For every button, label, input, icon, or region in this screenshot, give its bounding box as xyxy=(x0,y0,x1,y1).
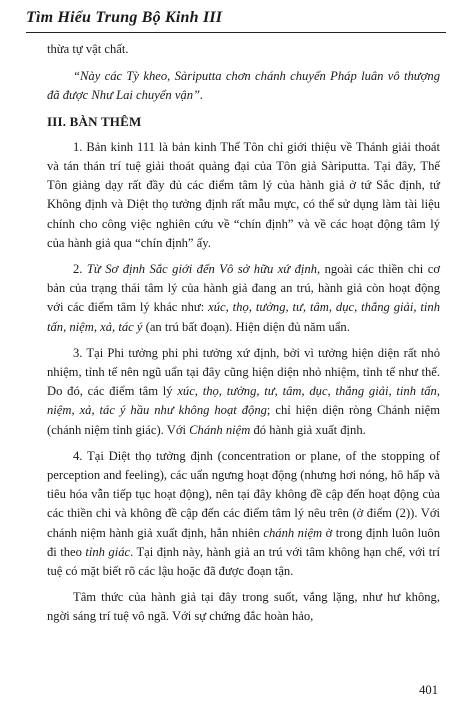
paragraph-3-text: đó hành giả xuất định. xyxy=(250,422,366,437)
paragraph-3 xyxy=(47,344,440,440)
paragraph-2-emphasis: Từ Sơ định Sắc giới đến Vô sở hữu xứ định xyxy=(86,262,318,277)
paragraph-3-emphasis: xúc, thọ, tưởng, tư, tâm, dục, thắng giải, tinh tấn, niệm, xả, tác ý hầu như không hoạt động xyxy=(47,384,441,418)
page-number: 401 xyxy=(419,683,438,697)
paragraph-3-emphasis: Chánh niệm xyxy=(189,422,251,437)
paragraph-5: Tâm thức của hành giả tại đây trong suốt, vắng lặng, như hư không, ngời sáng trí tuệ vô ngã. Với sự chứng đắc hoàn hảo, xyxy=(47,590,440,624)
paragraph-2-text: , ngoài các thiền chi cơ bản của trạng thái tâm lý của hành giả đang an trú, hành giả còn hoạt động với các điểm tâm lý khác như: xyxy=(47,262,440,315)
section-heading: III. BÀN THÊM xyxy=(47,113,142,129)
paragraph-2-text: 2. xyxy=(73,262,87,277)
paragraph-4 xyxy=(47,447,440,581)
body-line: thừa tự vật chất. xyxy=(47,42,129,56)
paragraph-2 xyxy=(47,260,440,337)
paragraph-4-emphasis: chánh niệm xyxy=(263,525,323,540)
paragraph-3-text: 3. Tại Phi tưởng phi phi tưởng xứ định, bởi vì tưởng hiện diện rất nhỏ nhiệm, tỉnh tế nên ngũ uẩn tại đây cũng hiện diện nhỏ nhiệm, tỉnh tế như thế. Do đó, các điểm tâm lý xyxy=(47,345,440,399)
paragraph-2-emphasis: xúc, thọ, tưởng, tư, tâm, dục, thắng giải, tinh tấn, niệm, xả, tác ý xyxy=(47,300,440,334)
paragraph-1: 1. Bản kinh 111 là bản kinh Thế Tôn chỉ giới thiệu về Thánh giải thoát và tán thán trí tuệ giải thoát quảng đại của Tôn giả Sàriputta. Tại đây, Thế Tôn giảng dạy rất đầy đủ các điểm tâm lý của hành giả ở tứ Sắc định, tứ Không định và Diệt thọ tưởng định rất mẫu mực, có thể sử dụng làm tài liệu chính cho công việc nghiên cứu về “chín định” và về các hoạt động tâm lý của hành giả qua “chín định” ấy. xyxy=(47,139,440,250)
running-header xyxy=(26,8,446,33)
paragraph-4-emphasis: tỉnh giác xyxy=(85,544,131,559)
paragraph-3-text: ; chỉ hiện diện ròng Chánh niệm (chánh niệm tỉnh giác). Với xyxy=(47,403,440,437)
book-title: Tìm Hiểu Trung Bộ Kinh III xyxy=(26,9,223,26)
quote-paragraph: “Này các Tỳ kheo, Sàriputta chơn chánh chuyển Pháp luân vô thượng đã được Như Lai chuyển vận”. xyxy=(47,69,440,103)
paragraph-2-text: (an trú bất đoạn). Hiện diện đủ năm uẩn. xyxy=(142,319,350,334)
paragraph-4-text: 4. Tại Diệt thọ tưởng định (concentration or plane, of the stopping of perception and feeling), các uẩn ngưng hoạt động (nhưng hơi nóng, hô hấp và tiêu hóa vẫn tiếp tục hoạt động), nên tại đây không đề cập đến hoạt động của các thiền chi và không đề cập đến các điểm tâm lý nêu trên (ở điểm (2)). Với chánh niệm hành giả xuất định, hẳn nhiên xyxy=(47,448,440,540)
paragraph-4-text: . Tại định này, hành giả an trú với tâm không hạn chế, với trí tuệ có mặt biết rõ các lậu hoặc đã được đoạn tận. xyxy=(47,544,440,579)
paragraph-4-text: ở trong định luôn luôn đi theo xyxy=(47,525,441,559)
page-body xyxy=(47,40,440,627)
